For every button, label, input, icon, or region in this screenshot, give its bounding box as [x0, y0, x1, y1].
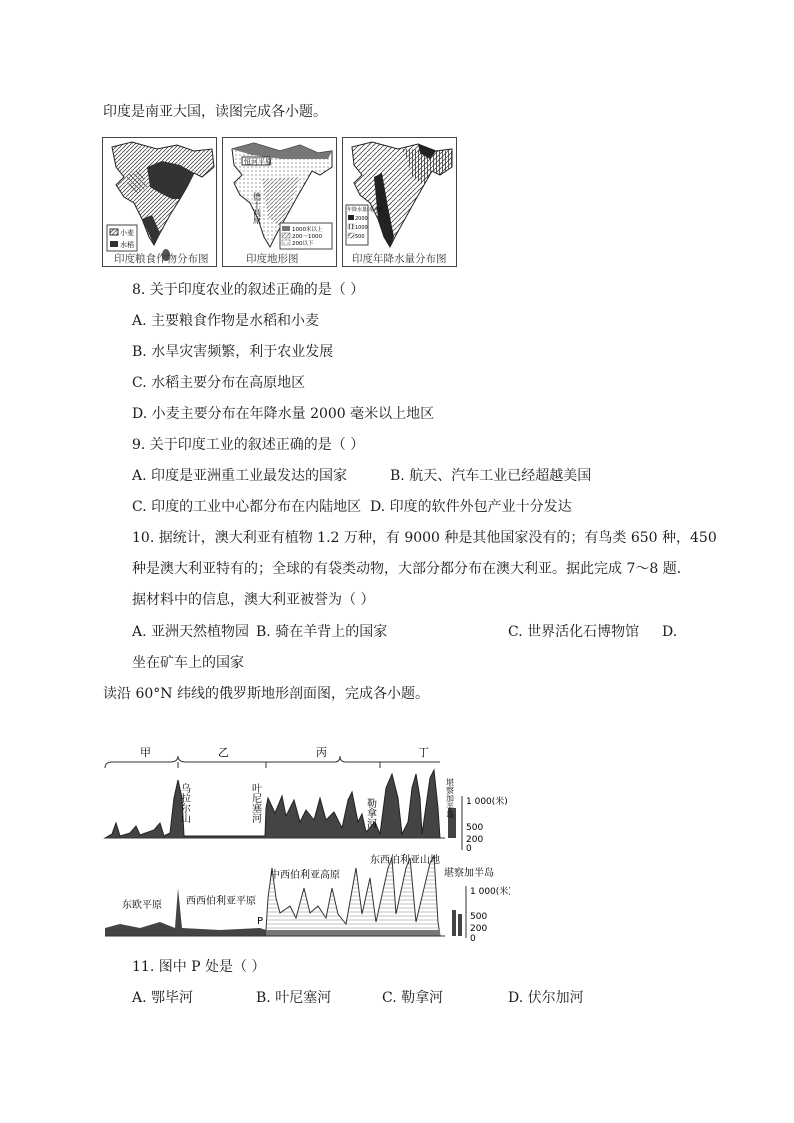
label-east-europe: 东欧平原 — [122, 900, 162, 911]
label-east-siberia: 东西伯利亚山地 — [370, 855, 440, 866]
terrain-map-caption: 印度地形图 — [246, 253, 299, 265]
terrain-legend-1: 1000米以上 — [292, 227, 323, 233]
q8-option-a[interactable]: A. 主要粮食作物是水稻和小麦 — [132, 313, 320, 329]
label-kamchatka: 堪察加半岛 — [444, 868, 494, 879]
rainfall-map — [342, 137, 457, 267]
label-deccan: 德干高原 — [252, 192, 262, 224]
label-ganges-plain: 恒河平原 — [244, 158, 272, 166]
q11-option-d[interactable]: D. 伏尔加河 — [508, 990, 584, 1006]
q10-option-d[interactable]: D. — [662, 624, 678, 640]
terrain-map — [222, 137, 337, 267]
q10-option-b[interactable]: B. 骑在羊背上的国家 — [256, 624, 388, 640]
scale-top-0: 0 — [466, 844, 472, 854]
q11-stem: 11. 图中 P 处是（ ） — [132, 959, 266, 975]
q8-option-b[interactable]: B. 水旱灾害频繁，利于农业发展 — [132, 344, 334, 360]
scale-bottom-0: 0 — [470, 934, 476, 944]
scale-bottom-200: 200 — [470, 924, 488, 934]
label-p: P — [257, 916, 264, 927]
scale-bottom-1000: 1 000(米) — [470, 887, 510, 897]
q8-option-d[interactable]: D. 小麦主要分布在年降水量 2000 毫米以上地区 — [132, 406, 435, 422]
q8-option-c[interactable]: C. 水稻主要分布在高原地区 — [132, 375, 306, 391]
region-bing: 丙 — [316, 746, 327, 759]
rain-legend-3: 500 — [355, 234, 365, 240]
crop-map-caption: 印度粮食作物分布图 — [114, 253, 209, 265]
q10-line-2: 种是澳大利亚特有的；全球的有袋类动物，大部分都分布在澳大利亚。据此完成 7～8 题． — [132, 561, 691, 577]
crop-distribution-map — [102, 137, 217, 267]
scale-top-200: 200 — [466, 835, 484, 845]
q11-option-c[interactable]: C. 勒拿河 — [382, 990, 444, 1006]
q11-option-b[interactable]: B. 叶尼塞河 — [256, 990, 332, 1006]
scale-top-1000: 1 000(米) — [466, 797, 508, 807]
label-lena: 勒拿河 — [364, 798, 376, 828]
q11-option-a[interactable]: A. 鄂毕河 — [132, 990, 194, 1006]
q9-option-c[interactable]: C. 印度的工业中心都分布在内陆地区 — [132, 499, 362, 515]
label-west-siberia: 西西伯利亚平原 — [186, 896, 256, 907]
scale-bottom-500: 500 — [470, 912, 488, 922]
label-central-siberia: 中西伯利亚高原 — [270, 870, 340, 881]
rain-legend-title: 年降水量(毫米) — [347, 207, 381, 213]
q9-option-a[interactable]: A. 印度是亚洲重工业最发达的国家 — [132, 468, 348, 484]
label-kamchatka-top: 堪察加半岛 — [445, 778, 455, 818]
rain-map-caption: 印度年降水量分布图 — [352, 253, 447, 265]
region-ding: 丁 — [418, 746, 429, 759]
q9-option-b[interactable]: B. 航天、汽车工业已经超越美国 — [390, 468, 592, 484]
q10-line-3: 据材料中的信息，澳大利亚被誉为（ ） — [132, 592, 375, 608]
rain-legend-1: 2000 — [355, 216, 368, 222]
region-jia: 甲 — [140, 746, 151, 759]
intro-russia: 读沿 60°N 纬线的俄罗斯地形剖面图，完成各小题。 — [103, 686, 429, 702]
q10-line-1: 10. 据统计，澳大利亚有植物 1.2 万种，有 9000 种是其他国家没有的；有鸟类 650 种，450 — [132, 530, 717, 546]
russia-profile-figure — [100, 738, 510, 944]
q10-option-c[interactable]: C. 世界活化石博物馆 — [508, 624, 640, 640]
q9-stem: 9. 关于印度工业的叙述正确的是（ ） — [132, 437, 365, 453]
terrain-legend-3: 200以下 — [292, 241, 314, 247]
q9-option-d[interactable]: D. 印度的软件外包产业十分发达 — [370, 499, 572, 515]
rain-legend-2: 1000 — [355, 225, 368, 231]
scale-top-500: 500 — [466, 823, 484, 833]
intro-india: 印度是南亚大国，读图完成各小题。 — [103, 104, 327, 120]
q8-stem: 8. 关于印度农业的叙述正确的是（ ） — [132, 282, 365, 298]
label-yenisei: 叶尼塞河 — [249, 783, 261, 823]
q10-option-a[interactable]: A. 亚洲天然植物园 — [132, 624, 250, 640]
q10-option-d-text[interactable]: 坐在矿车上的国家 — [132, 655, 244, 671]
terrain-legend-2: 200～1000 — [292, 234, 322, 240]
label-ural: 乌拉尔山 — [178, 783, 190, 823]
legend-wheat: 小麦 — [120, 229, 134, 237]
legend-rice: 水稻 — [120, 241, 134, 249]
region-yi: 乙 — [218, 746, 229, 759]
